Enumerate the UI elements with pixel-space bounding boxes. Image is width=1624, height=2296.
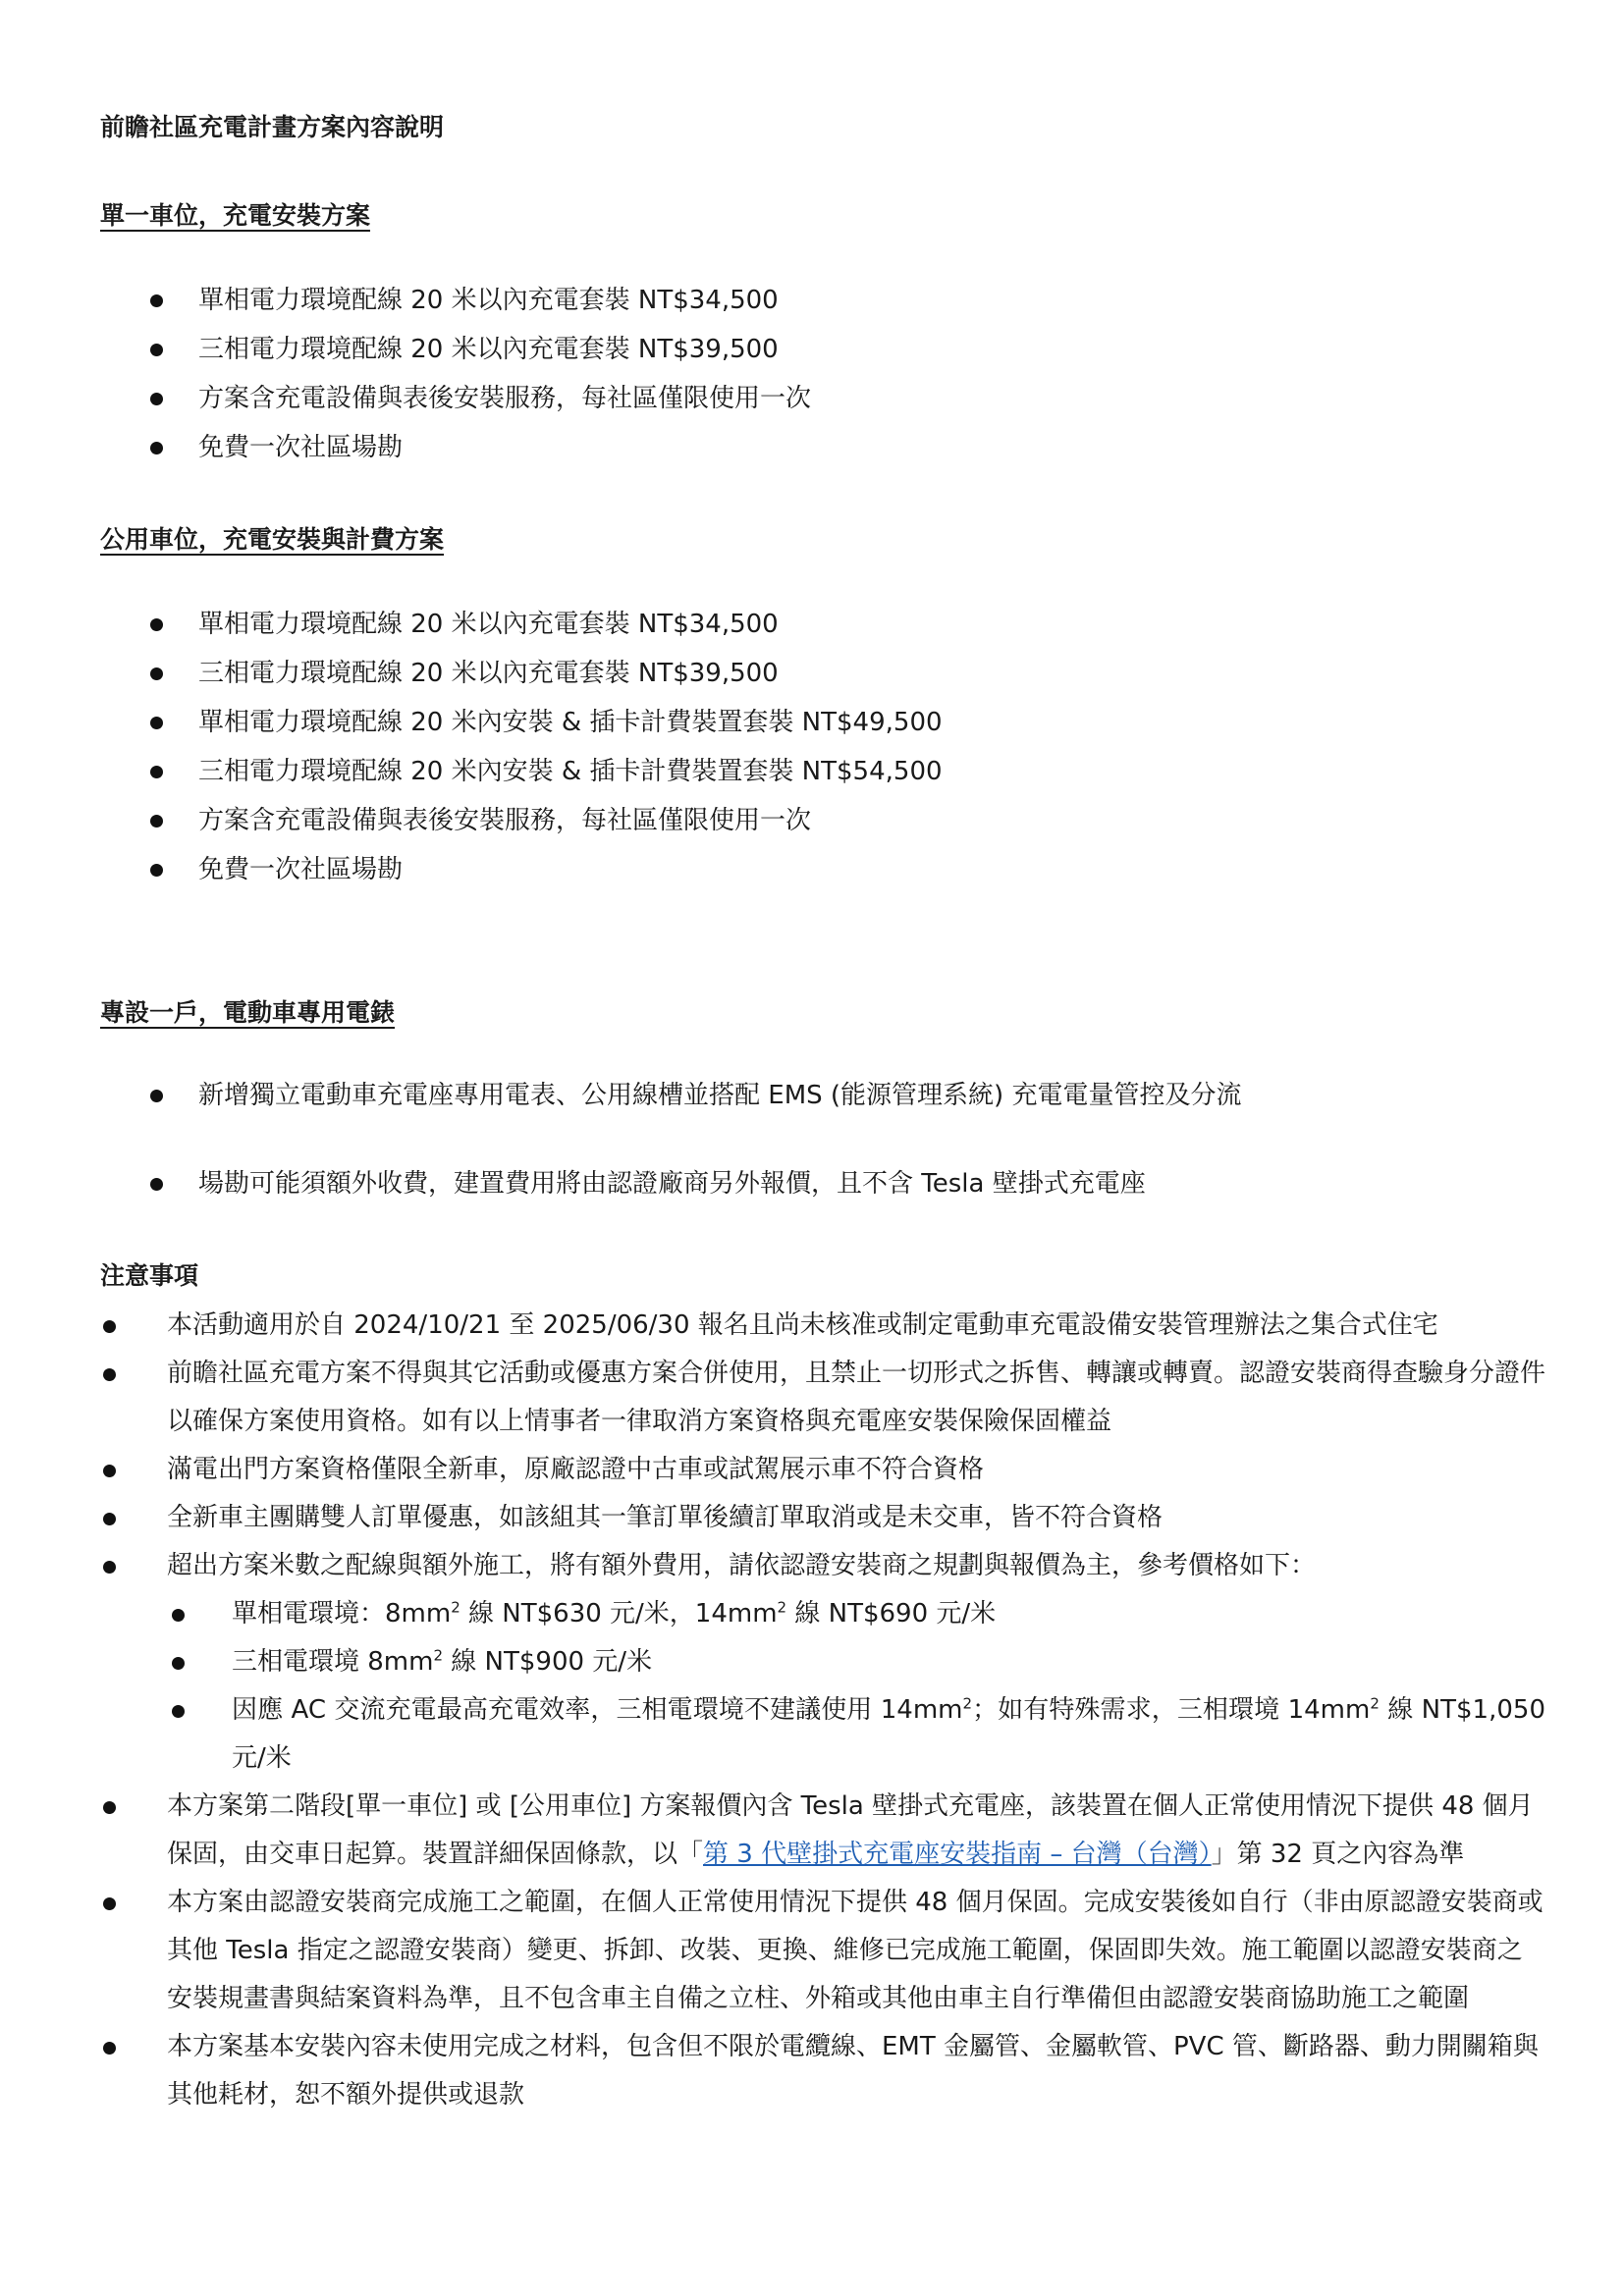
note-item: 本活動適用於自 2024/10/21 至 2025/06/30 報名且尚未核准或制定電動車充電設備安裝管理辦法之集合式住宅: [100, 1302, 1545, 1350]
note-item: 前瞻社區充電方案不得與其它活動或優惠方案合併使用，且禁止一切形式之拆售、轉讓或轉賣。認證安裝商得查驗身分證件以確保方案使用資格。如有以上情事者一律取消方案資格與充電座安裝保險保固權益: [100, 1350, 1545, 1446]
list-item: 方案含充電設備與表後安裝服務，每社區僅限使用一次: [147, 383, 1542, 432]
list-item: 三相電力環境配線 20 米以內充電套裝 NT$39,500: [147, 334, 1542, 383]
note-item: 滿電出門方案資格僅限全新車，原廠認證中古車或試駕展示車不符合資格: [100, 1446, 1545, 1494]
note-item: 本方案基本安裝內容未使用完成之材料，包含但不限於電纜線、EMT 金屬管、金屬軟管、PVC 管、斷路器、動力開關箱與其他耗材，恕不額外提供或退款: [100, 2023, 1545, 2119]
note-text: 」第 32 頁之內容為準: [1211, 1840, 1465, 1869]
section-public-parking-heading: 公用車位，充電安裝與計費方案: [100, 525, 445, 554]
section-public-parking-list: [147, 609, 1542, 903]
note-item: 本方案由認證安裝商完成施工之範圍，在個人正常使用情況下提供 48 個月保固。完成安裝後如自行（非由原認證安裝商或其他 Tesla 指定之認證安裝商）變更、拆卸、改裝、更換、維修已完成施工範圍，保固即失效。施工範圍以認證安裝商之安裝規畫書與結案資料為準，且不包含車主自備之立柱、外箱或其他由車主自行準備但由認證安裝商協助施工之範圍: [100, 1879, 1545, 2023]
sub-item: [167, 1638, 1545, 1686]
sub-text: 線 NT$900 元/米: [443, 1647, 653, 1677]
note-text: 超出方案米數之配線與額外施工，將有額外費用，請依認證安裝商之規劃與報價為主，參考價格如下：: [167, 1551, 1317, 1580]
note-item: 全新車主團購雙人訂單優惠，如該組其一筆訂單後續訂單取消或是未交車，皆不符合資格: [100, 1494, 1545, 1542]
sub-item: [167, 1590, 1545, 1638]
notes-list: [100, 1302, 1545, 2119]
list-item: 場勘可能須額外收費，建置費用將由認證廠商另外報價，且不含 Tesla 壁掛式充電座: [147, 1168, 1542, 1256]
list-item: 單相電力環境配線 20 米內安裝 & 插卡計費裝置套裝 NT$49,500: [147, 707, 1542, 756]
superscript: 2: [451, 1598, 460, 1617]
note-item: [100, 1542, 1545, 1783]
list-item: 單相電力環境配線 20 米以內充電套裝 NT$34,500: [147, 609, 1542, 658]
price-sublist: [167, 1590, 1545, 1783]
installation-guide-link[interactable]: 第 3 代壁掛式充電座安裝指南 – 台灣（台灣）: [703, 1840, 1212, 1869]
sub-text: 線 NT$1,050 元/米: [232, 1695, 1545, 1773]
section-dedicated-meter-heading: 專設一戶，電動車專用電錶: [100, 998, 396, 1027]
list-item: 三相電力環境配線 20 米內安裝 & 插卡計費裝置套裝 NT$54,500: [147, 756, 1542, 805]
sub-text: 因應 AC 交流充電最高充電效率，三相電環境不建議使用 14mm: [232, 1695, 963, 1725]
list-item: 免費一次社區場勘: [147, 854, 1542, 903]
superscript: 2: [777, 1598, 787, 1617]
note-item: [100, 1783, 1545, 1879]
sub-text: ；如有特殊需求，三相環境 14mm: [972, 1695, 1371, 1725]
section-single-parking-list: [147, 285, 1542, 481]
notes-heading: 注意事項: [100, 1261, 199, 1290]
section-dedicated-meter-list: [147, 1080, 1542, 1256]
document-title: 前瞻社區充電計畫方案內容說明: [100, 113, 445, 141]
list-item: 三相電力環境配線 20 米以內充電套裝 NT$39,500: [147, 658, 1542, 707]
superscript: 2: [962, 1694, 973, 1713]
list-item: 方案含充電設備與表後安裝服務，每社區僅限使用一次: [147, 805, 1542, 854]
list-item: 免費一次社區場勘: [147, 432, 1542, 481]
superscript: 2: [1370, 1694, 1380, 1713]
note-text: 本方案第二階段[單一車位] 或 [公用車位] 方案報價內含 Tesla 壁掛式充電座，該裝置在個人正常使用情況下提供 48 個月保固，由交車日起算。裝置詳細保固條款，以「: [167, 1791, 1534, 1869]
sub-text: 三相電環境 8mm: [232, 1647, 434, 1677]
sub-text: 線 NT$690 元/米: [786, 1599, 997, 1629]
superscript: 2: [433, 1646, 444, 1665]
sub-item: [167, 1686, 1545, 1783]
section-single-parking-heading: 單一車位，充電安裝方案: [100, 201, 371, 230]
sub-text: 線 NT$630 元/米，14mm: [460, 1599, 778, 1629]
list-item: 新增獨立電動車充電座專用電表、公用線槽並搭配 EMS (能源管理系統) 充電電量管控及分流: [147, 1080, 1542, 1168]
list-item: 單相電力環境配線 20 米以內充電套裝 NT$34,500: [147, 285, 1542, 334]
sub-text: 單相電環境：8mm: [232, 1599, 452, 1629]
